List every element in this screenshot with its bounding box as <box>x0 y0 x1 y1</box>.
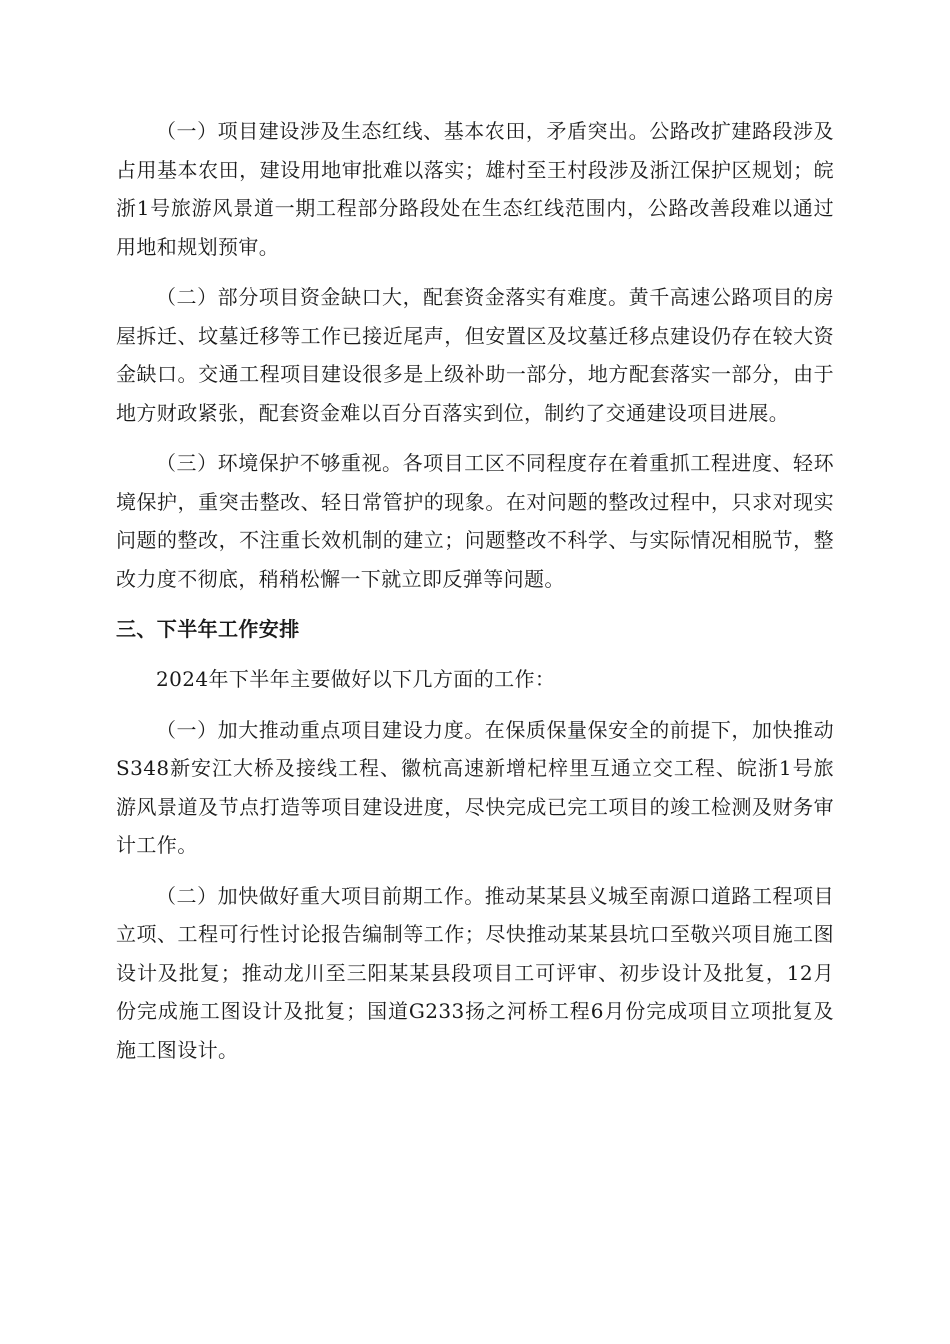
section-heading-second-half-plan: 三、下半年工作安排 <box>116 617 300 641</box>
paragraph-funding-gap: （二）部分项目资金缺口大，配套资金落实有难度。黄千高速公路项目的房屋拆迁、坟墓迁移等工作已接近尾声，但安置区及坟墓迁移点建设仍存在较大资金缺口。交通工程项目建设很多是上级补助一部分，地方配套落实一部分，由于地方财政紧张，配套资金难以百分百落实到位，制约了交通建设项目进展。 <box>116 285 834 425</box>
paragraph-preliminary-work: （二）加快做好重大项目前期工作。推动某某县义城至南源口道路工程项目立项、工程可行性讨论报告编制等工作；尽快推动某某县坑口至敬兴项目施工图设计及批复；推动龙川至三阳某某县段项目工可评审、初步设计及批复，12月份完成施工图设计及批复；国道G233扬之河桥工程6月份完成项目立项批复及施工图设计。 <box>116 883 834 1062</box>
paragraph-intro-2024: 2024年下半年主要做好以下几方面的工作： <box>156 667 556 691</box>
paragraph-gap <box>116 432 834 444</box>
paragraph-environment-protection: （三）环境保护不够重视。各项目工区不同程度存在着重抓工程进度、轻环境保护，重突击整改、轻日常管护的现象。在对问题的整改过程中，只求对现实问题的整改，不注重长效机制的建立；问题整改不科学、与实际情况相脱节，整改力度不彻底，稍稍松懈一下就立即反弹等问题。 <box>116 451 834 591</box>
paragraph-gap <box>116 598 834 610</box>
paragraph-gap <box>116 699 834 711</box>
paragraph-gap <box>116 648 834 660</box>
document-page <box>116 112 834 1069</box>
paragraph-ecological-redline: （一）项目建设涉及生态红线、基本农田，矛盾突出。公路改扩建路段涉及占用基本农田，建设用地审批难以落实；雄村至王村段涉及浙江保护区规划；皖浙1号旅游风景道一期工程部分路段处在生态红线范围内，公路改善段难以通过用地和规划预审。 <box>116 119 834 259</box>
paragraph-gap <box>116 865 834 877</box>
paragraph-gap <box>116 266 834 278</box>
paragraph-key-projects: （一）加大推动重点项目建设力度。在保质保量保安全的前提下，加快推动S348新安江大桥及接线工程、徽杭高速新增杞梓里互通立交工程、皖浙1号旅游风景道及节点打造等项目建设进度，尽快完成已完工项目的竣工检测及财务审计工作。 <box>116 717 834 857</box>
